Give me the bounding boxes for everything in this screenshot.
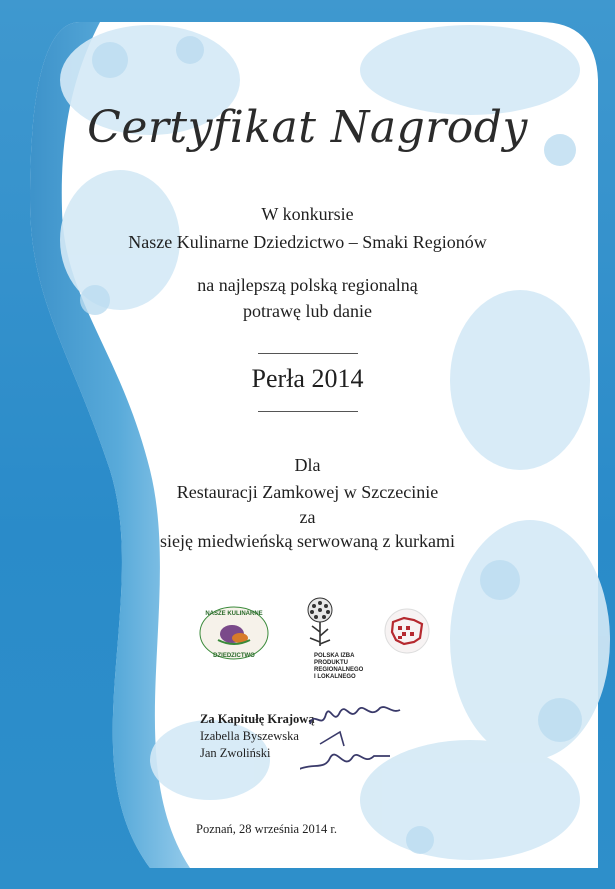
- contest-name: Nasze Kulinarne Dziedzictwo – Smaki Regionów: [128, 232, 487, 252]
- poland-map-logo: [384, 608, 430, 654]
- category-line-1: na najlepszą polską regionalną: [197, 275, 418, 295]
- pizba-line: POLSKA IZBA: [314, 653, 355, 659]
- dish-name: sieję miedwieńską serwowaną z kurkami: [160, 531, 455, 551]
- for-label: Dla: [294, 455, 321, 475]
- recipient-name: Restauracji Zamkowej w Szczecinie: [176, 482, 439, 502]
- award-name: Perła 2014: [251, 364, 364, 393]
- signatories-heading: Za Kapitułę Krajową: [200, 712, 315, 726]
- signatory-name: Izabella Byszewska: [200, 729, 299, 743]
- pizba-caption: [314, 653, 363, 681]
- handwritten-signatures: [300, 700, 420, 780]
- contest-intro: W konkursie: [261, 204, 354, 224]
- signatory-name: Jan Zwoliński: [200, 746, 271, 760]
- pizba-line: I LOKALNEGO: [314, 674, 356, 680]
- divider-top: [258, 353, 358, 354]
- nasze-kulinarne-dziedzictwo-logo: [198, 604, 270, 662]
- certificate-title: Certyfikat Nagrody: [87, 102, 528, 153]
- pizba-line: REGIONALNEGO: [314, 667, 364, 673]
- category-line-2: potrawę lub danie: [243, 301, 372, 321]
- polska-izba-produktu-logo: [298, 596, 342, 652]
- pizba-line: PRODUKTU: [314, 660, 348, 666]
- za-label: za: [299, 507, 316, 527]
- nkd-label-bottom: DZIEDZICTWO: [213, 653, 255, 659]
- place-date: Poznań, 28 września 2014 r.: [196, 822, 337, 836]
- divider-bottom: [258, 411, 358, 412]
- signatories-block: [200, 711, 315, 762]
- nkd-label-top: NASZE KULINARNE: [205, 611, 263, 617]
